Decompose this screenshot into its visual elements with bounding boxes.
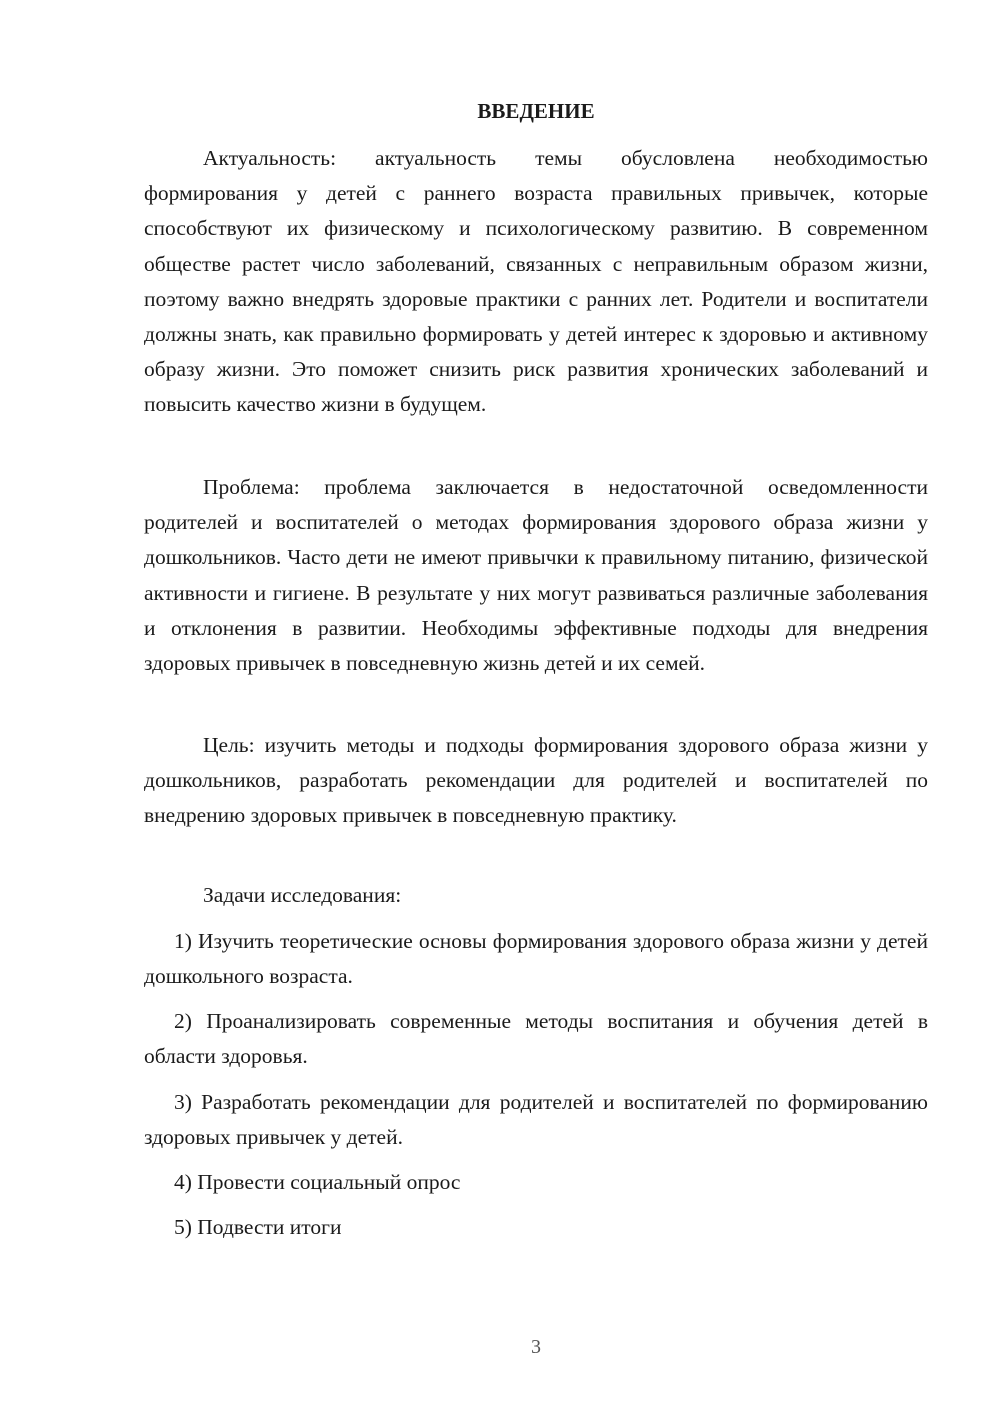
task-item-2: 2) Проанализировать современные методы воспитания и обучения детей в области здоровья.: [144, 1009, 928, 1069]
document-page: [144, 0, 928, 1414]
task-item-1: 1) Изучить теоретические основы формирования здорового образа жизни у детей дошкольного возраста.: [144, 929, 928, 989]
page-number: 3: [531, 1336, 541, 1358]
relevance-paragraph: Актуальность: актуальность темы обусловлена необходимостью формирования у детей с раннего возраста правильных привычек, которые способствуют их физическому и психологическому развитию. В современном обществе растет число заболеваний, связанных с неправильным образом жизни, поэтому важно внедрять здоровые практики с ранних лет. Родители и воспитатели должны знать, как правильно формировать у детей интерес к здоровью и активному образу жизни. Это поможет снизить риск развития хронических заболеваний и повысить качество жизни в будущем.: [144, 146, 928, 417]
section-title: ВВЕДЕНИЕ: [477, 99, 595, 123]
goal-paragraph: Цель: изучить методы и подходы формирования здорового образа жизни у дошкольников, разработать рекомендации для родителей и воспитателей по внедрению здоровых привычек в повседневную практику.: [144, 733, 928, 828]
tasks-heading: Задачи исследования:: [203, 883, 402, 907]
task-item-5: 5) Подвести итоги: [174, 1215, 342, 1239]
problem-paragraph: Проблема: проблема заключается в недостаточной осведомленности родителей и воспитателей о методах формирования здорового образа жизни у дошкольников. Часто дети не имеют привычки к правильному питанию, физической активности и гигиене. В результате у них могут развиваться различные заболевания и отклонения в развитии. Необходимы эффективные подходы для внедрения здоровых привычек в повседневную жизнь детей и их семей.: [144, 475, 928, 676]
task-item-3: 3) Разработать рекомендации для родителей и воспитателей по формированию здоровых привычек у детей.: [144, 1090, 928, 1150]
task-item-4: 4) Провести социальный опрос: [174, 1170, 461, 1194]
